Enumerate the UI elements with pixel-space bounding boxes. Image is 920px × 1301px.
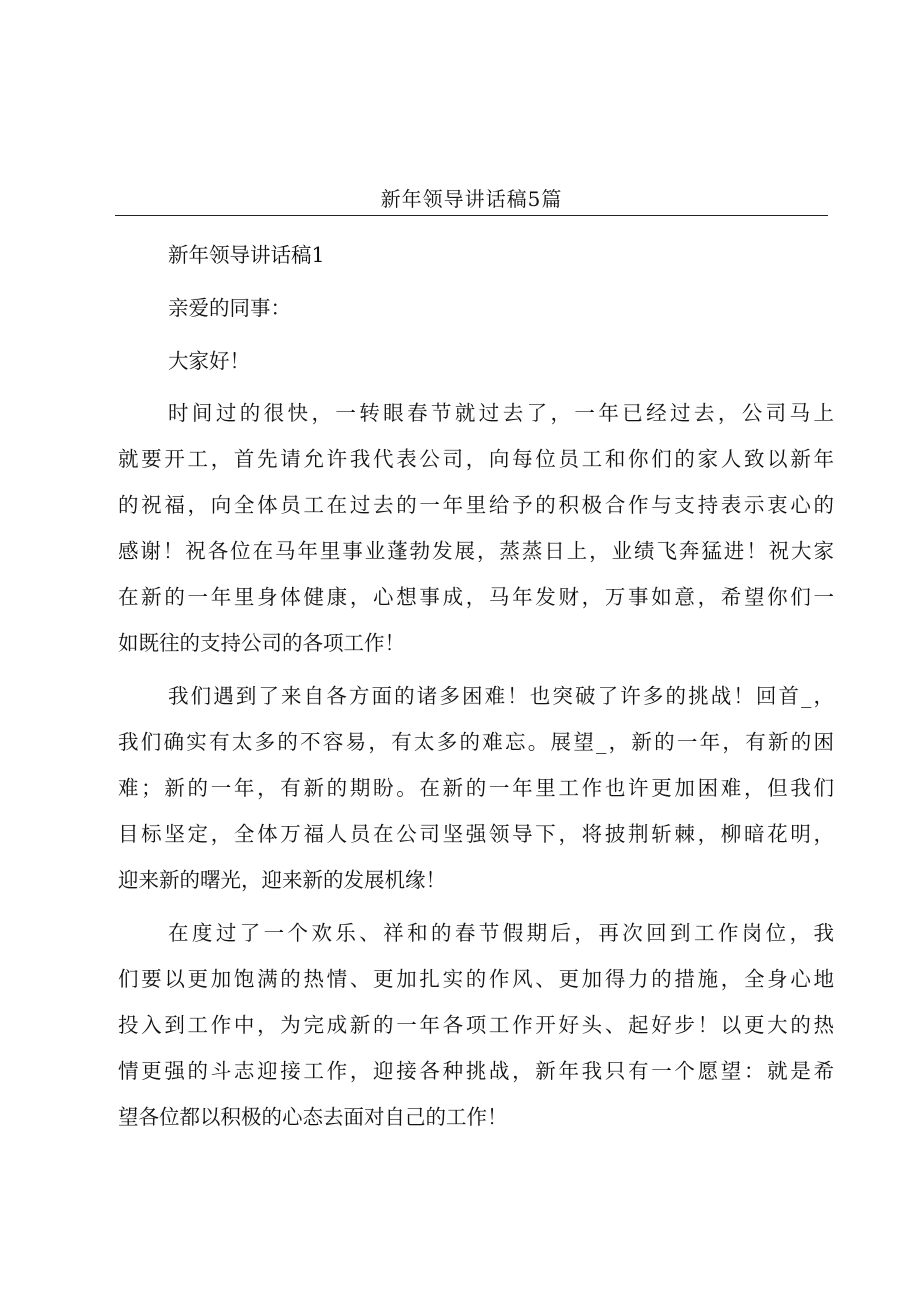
text-line: 迎来新的曙光，迎来新的发展机缘！: [118, 868, 446, 893]
text-line: 亲爱的同事：: [168, 295, 291, 320]
text-line: 新年领导讲话稿1: [168, 243, 325, 267]
text-line: 时间过的很快，一转眼春节就过去了，一年已经过去，公司马上: [168, 401, 834, 426]
text-line: 在度过了一个欢乐、祥和的春节假期后，再次回到工作岗位，我: [168, 920, 834, 945]
text-line: 感谢！祝各位在马年里事业蓬勃发展，蒸蒸日上，业绩飞奔猛进！祝大家: [118, 539, 834, 564]
document-body: [118, 232, 834, 1140]
text-line: 我们确实有太多的不容易，有太多的难忘。展望_，新的一年，有新的困: [118, 730, 834, 755]
text-line: 投入到工作中，为完成新的一年各项工作开好头、起好步！以更大的热: [118, 1012, 834, 1037]
greeting: [118, 338, 834, 384]
text-line: 望各位都以积极的心态去面对自己的工作！: [118, 1104, 508, 1129]
text-line: 大家好！: [168, 348, 250, 373]
speech-heading: [118, 232, 834, 278]
text-line: 们要以更加饱满的热情、更加扎实的作风、更加得力的措施，全身心地: [118, 966, 834, 991]
paragraph-2: [118, 673, 834, 903]
paragraph-3: [118, 910, 834, 1140]
text-line: 就要开工，首先请允许我代表公司，向每位员工和你们的家人致以新年: [118, 447, 834, 472]
text-line: 目标坚定，全体万福人员在公司坚强领导下，将披荆斩棘，柳暗花明，: [118, 822, 834, 847]
salutation: [118, 285, 834, 331]
text-line: 我们遇到了来自各方面的诸多困难！也突破了许多的挑战！回首_，: [168, 684, 834, 709]
text-line: 在新的一年里身体健康，心想事成，马年发财，万事如意，希望你们一: [118, 585, 834, 610]
paragraph-1: [118, 390, 834, 666]
document-title: 新年领导讲话稿5篇: [380, 187, 563, 211]
text-line: 如既往的支持公司的各项工作！: [118, 631, 405, 656]
text-line: 难；新的一年，有新的期盼。在新的一年里工作也许更加困难，但我们: [118, 776, 834, 801]
text-line: 情更强的斗志迎接工作，迎接各种挑战，新年我只有一个愿望：就是希: [118, 1058, 834, 1083]
text-line: 的祝福，向全体员工在过去的一年里给予的积极合作与支持表示衷心的: [118, 493, 834, 518]
document-header: [115, 183, 828, 216]
